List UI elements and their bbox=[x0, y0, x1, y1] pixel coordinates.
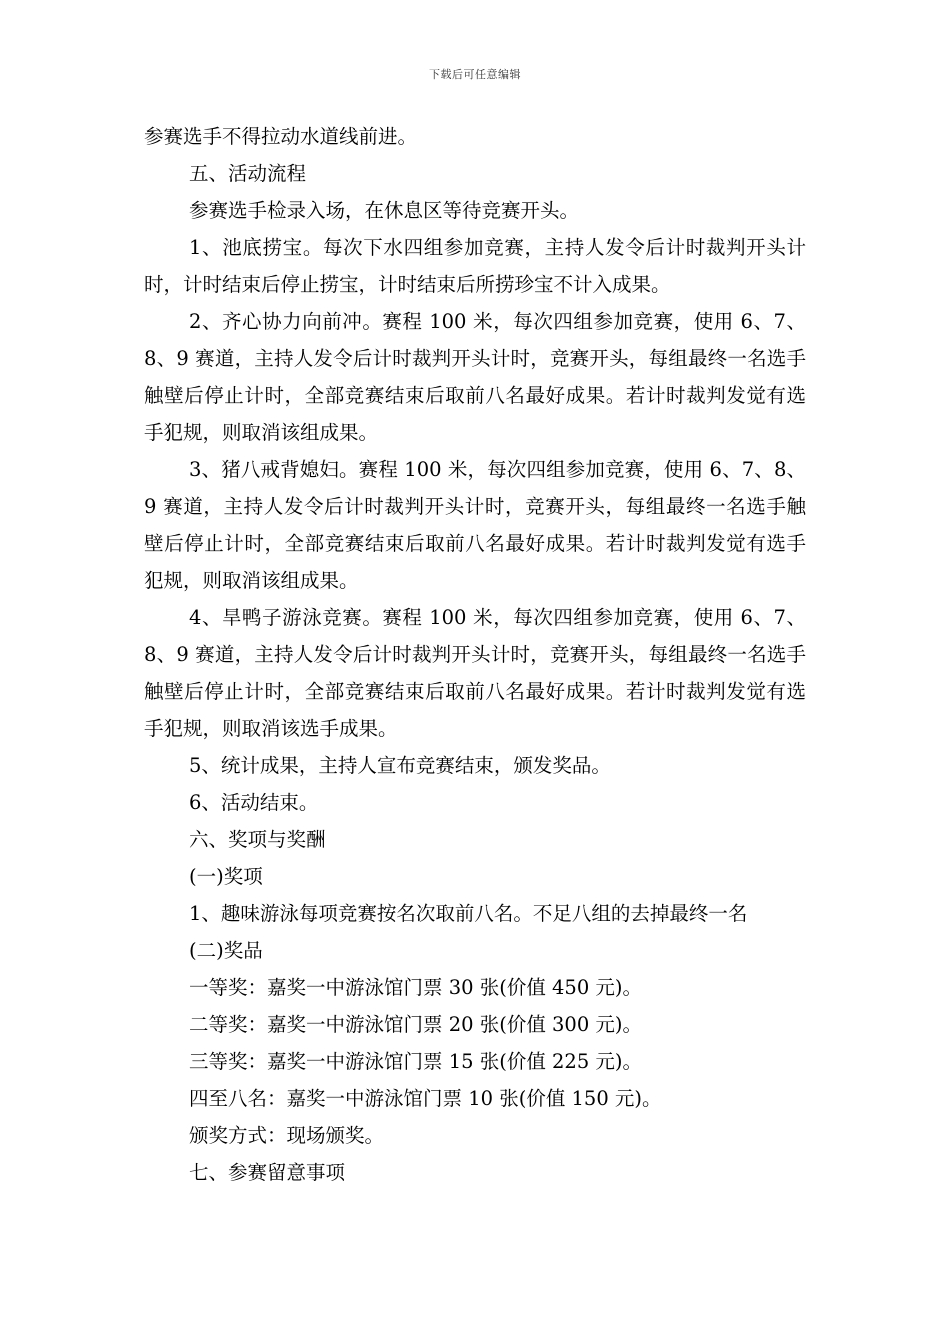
section-heading-6: 六、奖项与奖酬 bbox=[189, 828, 326, 851]
paragraph-checkin: 参赛选手检录入场，在休息区等待竞赛开头。 bbox=[189, 199, 580, 222]
paragraph-item-1: 1、池底捞宝。每次下水四组参加竞赛，主持人发令后计时裁判开头计时，计时结束后停止捞宝，计时结束后所捞珍宝不计入成果。 bbox=[144, 236, 806, 296]
prize-fourth-to-eighth: 四至八名：嘉奖一中游泳馆门票 10 张(价值 150 元)。 bbox=[189, 1087, 662, 1110]
prize-third: 三等奖：嘉奖一中游泳馆门票 15 张(价值 225 元)。 bbox=[189, 1050, 643, 1073]
award-method: 颁奖方式：现场颁奖。 bbox=[189, 1124, 385, 1147]
paragraph-item-6: 6、活动结束。 bbox=[189, 791, 319, 814]
paragraph-item-3: 3、猪八戒背媳妇。赛程 100 米，每次四组参加竞赛，使用 6、7、8、9 赛道，主持人发令后计时裁判开头计时，竞赛开头，每组最终一名选手触壁后停止计时，全部竞赛结束后取前八名最好成果。若计时裁判发觉有选手犯规，则取消该组成果。 bbox=[144, 458, 806, 592]
subheading-awards: (一)奖项 bbox=[189, 865, 263, 888]
header-note: 下载后可任意编辑 bbox=[429, 68, 521, 81]
prize-first: 一等奖：嘉奖一中游泳馆门票 30 张(价值 450 元)。 bbox=[189, 976, 643, 999]
paragraph-awards-rule: 1、趣味游泳每项竞赛按名次取前八名。不足八组的去掉最终一名 bbox=[189, 902, 748, 925]
prize-second: 二等奖：嘉奖一中游泳馆门票 20 张(价值 300 元)。 bbox=[189, 1013, 643, 1036]
section-heading-7: 七、参赛留意事项 bbox=[189, 1161, 346, 1184]
section-heading-5: 五、活动流程 bbox=[189, 162, 307, 185]
document-body bbox=[144, 118, 806, 1191]
paragraph-item-2: 2、齐心协力向前冲。赛程 100 米，每次四组参加竞赛，使用 6、7、8、9 赛道，主持人发令后计时裁判开头计时，竞赛开头，每组最终一名选手触壁后停止计时，全部竞赛结束后取前八名最好成果。若计时裁判发觉有选手犯规，则取消该组成果。 bbox=[144, 310, 806, 444]
paragraph-item-5: 5、统计成果，主持人宣布竞赛结束，颁发奖品。 bbox=[189, 754, 611, 777]
subheading-prizes: (二)奖品 bbox=[189, 939, 263, 962]
paragraph-item-4: 4、旱鸭子游泳竞赛。赛程 100 米，每次四组参加竞赛，使用 6、7、8、9 赛道，主持人发令后计时裁判开头计时，竞赛开头，每组最终一名选手触壁后停止计时，全部竞赛结束后取前八名最好成果。若计时裁判发觉有选手犯规，则取消该选手成果。 bbox=[144, 606, 806, 740]
paragraph-continuation: 参赛选手不得拉动水道线前进。 bbox=[144, 125, 418, 148]
